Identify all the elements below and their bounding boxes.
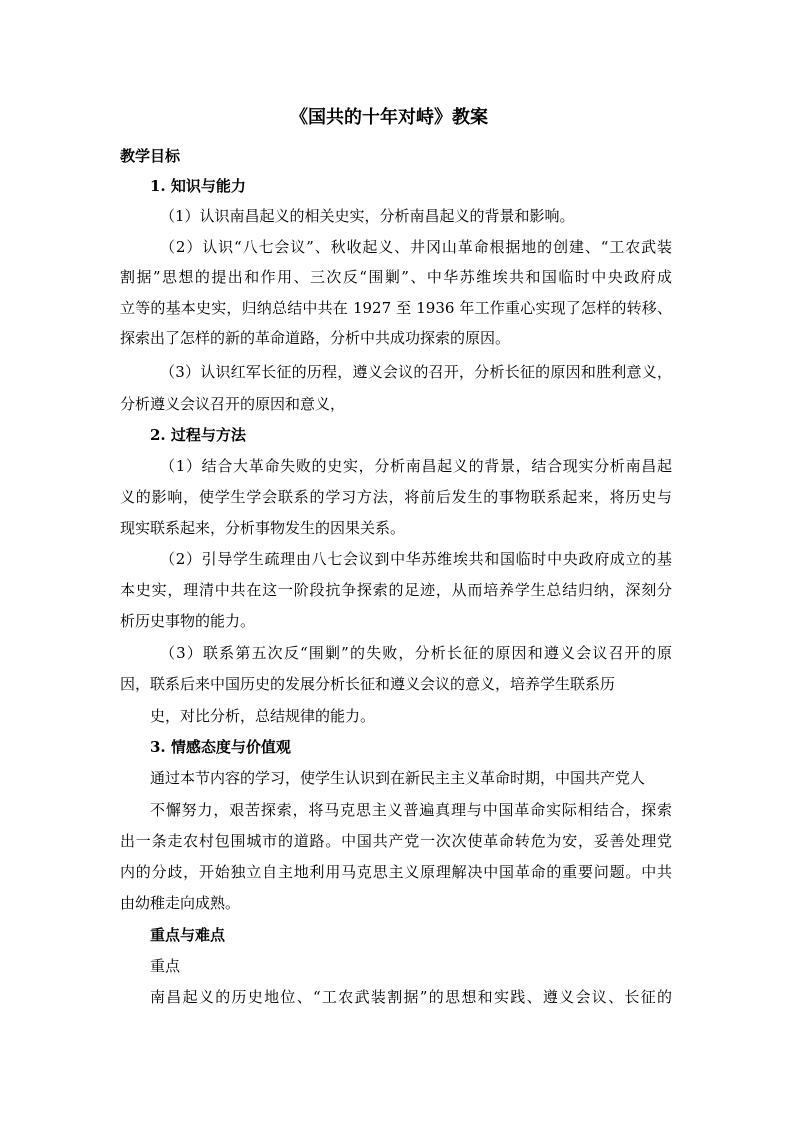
paragraph-line: （3）联系第五次反“围剿”的失败，分析长征的原因和遵义会议召开的原 bbox=[160, 644, 672, 662]
paragraph-line: 分析遵义会议召开的原因和意义， bbox=[120, 395, 346, 413]
paragraph-line: 南昌起义的历史地位、“工农武装割据”的思想和实践、遵义会议、长征的 bbox=[150, 988, 672, 1006]
paragraph-line: 现实联系起来，分析事物发生的因果关系。 bbox=[120, 519, 406, 537]
subheading-values: 3. 情感态度与价值观 bbox=[150, 738, 291, 756]
section-heading-goals: 教学目标 bbox=[120, 147, 181, 165]
document-title: 《国共的十年对峙》教案 bbox=[290, 107, 488, 128]
paragraph-line: 因，联系后来中国历史的发展分析长征和遵义会议的意义，培养学生联系历 bbox=[120, 675, 616, 693]
paragraph-line: 本史实，理清中共在这一阶段抗争探索的足迹，从而培养学生总结归纳，深刻分 bbox=[120, 581, 672, 599]
paragraph-line: 割据”思想的提出和作用、三次反“围剿”、中华苏维埃共和国临时中央政府成 bbox=[120, 268, 672, 286]
paragraph-line: 立等的基本史实，归纳总结中共在 1927 至 1936 年工作重心实现了怎样的转移、 bbox=[120, 299, 672, 317]
paragraph-line: （1）认识南昌起义的相关史实，分析南昌起义的背景和影响。 bbox=[160, 207, 575, 225]
paragraph-line: 探索出了怎样的新的革命道路，分析中共成功探索的原因。 bbox=[120, 329, 511, 347]
paragraph-line: 内的分歧，开始独立自主地利用马克思主义原理解决中国革命的重要问题。中共 bbox=[120, 863, 672, 881]
key-label: 重点 bbox=[150, 957, 181, 975]
subheading-knowledge: 1. 知识与能力 bbox=[150, 177, 246, 195]
paragraph-line: （2）引导学生疏理由八七会议到中华苏维埃共和国临时中央政府成立的基 bbox=[160, 550, 672, 568]
paragraph-line: 通过本节内容的学习，使学生认识到在新民主主义革命时期，中国共产党人 bbox=[150, 769, 646, 787]
paragraph-line: （1）结合大革命失败的史实，分析南昌起义的背景，结合现实分析南昌起 bbox=[160, 457, 672, 475]
paragraph-line: （3）认识红军长征的历程，遵义会议的召开，分析长征的原因和胜利意义， bbox=[160, 363, 672, 381]
paragraph-line: 不懈努力，艰苦探索，将马克思主义普遍真理与中国革命实际相结合，探索 bbox=[150, 801, 672, 819]
subheading-process: 2. 过程与方法 bbox=[150, 426, 246, 444]
paragraph-line: 史，对比分析，总结规律的能力。 bbox=[150, 707, 376, 725]
paragraph-line: （2）认识“八七会议”、秋收起义、井冈山革命根据地的创建、“工农武装 bbox=[160, 238, 672, 256]
paragraph-line: 义的影响，使学生学会联系的学习方法，将前后发生的事物联系起来，将历史与 bbox=[120, 488, 672, 506]
section-heading-key-points: 重点与难点 bbox=[150, 926, 226, 944]
paragraph-line: 由幼稚走向成熟。 bbox=[120, 894, 241, 912]
paragraph-line: 出一条走农村包围城市的道路。中国共产党一次次使革命转危为安，妥善处理党 bbox=[120, 832, 672, 850]
paragraph-line: 析历史事物的能力。 bbox=[120, 612, 256, 630]
